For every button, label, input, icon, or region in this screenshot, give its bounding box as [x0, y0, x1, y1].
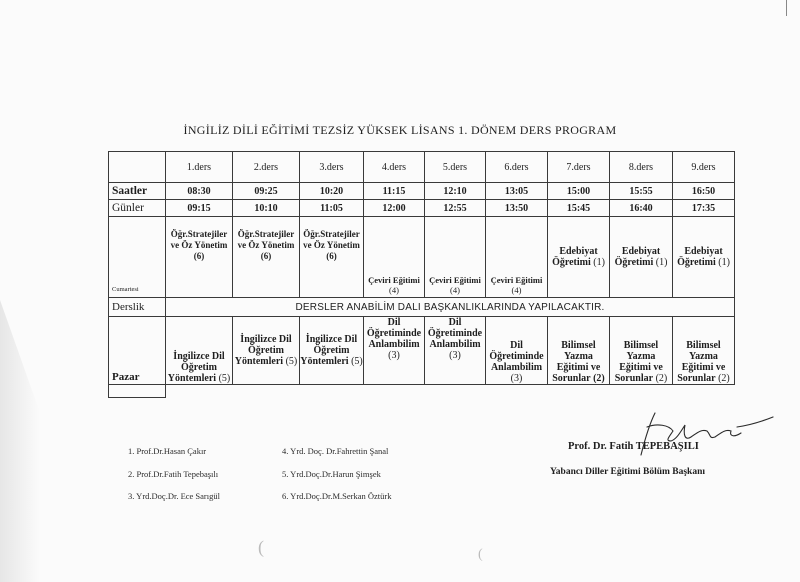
saatler-label: Saatler	[109, 183, 166, 200]
end-time-row	[109, 200, 735, 217]
end-time: 12:00	[364, 200, 425, 217]
course-cell: Dil Öğretiminde Anlambilim (3)	[364, 317, 425, 385]
signature-image	[625, 405, 775, 465]
start-time: 15:00	[548, 183, 610, 200]
committee-member: 3. Yrd.Doç.Dr. Ece Sarıgül	[128, 491, 220, 501]
committee-member: 4. Yrd. Doç. Dr.Fahrettin Şanal	[282, 446, 389, 456]
end-time: 11:05	[300, 200, 364, 217]
signatory-title: Yabancı Diller Eğitimi Bölüm Başkanı	[550, 467, 706, 477]
lesson-label: 5.ders	[425, 152, 486, 183]
course-cell: İngilizce Dil Öğretim Yöntemleri (5)	[233, 317, 300, 385]
lesson-label: 3.ders	[300, 152, 364, 183]
course-cell: Dil Öğretiminde Anlambilim (3)	[425, 317, 486, 385]
classroom-announcement: DERSLER ANABİLİM DALI BAŞKANLIKLARINDA YAPILACAKTIR.	[166, 298, 735, 317]
derslik-label: Derslik	[109, 298, 166, 317]
lesson-label: 8.ders	[610, 152, 673, 183]
course-cell: Çeviri Eğitimi (4)	[425, 217, 486, 298]
lesson-header-row	[109, 152, 735, 183]
scan-shadow	[0, 300, 40, 582]
course-cell: Edebiyat Öğretimi (1)	[673, 217, 735, 298]
scan-artifact: (	[258, 537, 264, 557]
committee-member: 6. Yrd.Doç.Dr.M.Serkan Öztürk	[282, 491, 392, 501]
start-time: 08:30	[166, 183, 233, 200]
start-time: 12:10	[425, 183, 486, 200]
start-time-row	[109, 183, 735, 200]
end-time: 17:35	[673, 200, 735, 217]
course-cell: Çeviri Eğitimi (4)	[486, 217, 548, 298]
committee-member: 1. Prof.Dr.Hasan Çakır	[128, 446, 207, 456]
classroom-row	[109, 298, 735, 317]
course-cell: Bilimsel Yazma Eğitimi ve Sorunlar (2)	[610, 317, 673, 385]
course-cell: İngilizce Dil Öğretim Yöntemleri (5)	[166, 317, 233, 385]
course-cell: Edebiyat Öğretimi (1)	[548, 217, 610, 298]
schedule-table	[108, 151, 735, 398]
committee-member: 5. Yrd.Doç.Dr.Harun Şimşek	[282, 469, 381, 479]
end-time: 16:40	[610, 200, 673, 217]
start-time: 09:25	[233, 183, 300, 200]
end-time: 10:10	[233, 200, 300, 217]
empty-cell	[109, 385, 166, 398]
course-cell: Bilimsel Yazma Eğitimi ve Sorunlar (2)	[673, 317, 735, 385]
committee-member: 2. Prof.Dr.Fatih Tepebaşılı	[128, 469, 219, 479]
course-cell: Öğr.Stratejiler ve Öz Yönetim (6)	[166, 217, 233, 298]
document-title: İNGİLİZ DİLİ EĞİTİMİ TEZSİZ YÜKSEK LİSANS 1. DÖNEM DERS PROGRAM	[183, 123, 617, 137]
end-time: 09:15	[166, 200, 233, 217]
course-cell: Dil Öğretiminde Anlambilim (3)	[486, 317, 548, 385]
lesson-label: 6.ders	[486, 152, 548, 183]
end-time: 15:45	[548, 200, 610, 217]
corner-cell	[109, 152, 166, 183]
course-cell: Çeviri Eğitimi (4)	[364, 217, 425, 298]
course-cell: Öğr.Stratejiler ve Öz Yönetim (6)	[300, 217, 364, 298]
empty-cell	[166, 385, 735, 398]
start-time: 10:20	[300, 183, 364, 200]
pazar-label: Pazar	[109, 317, 166, 385]
lesson-label: 1.ders	[166, 152, 233, 183]
course-cell: İngilizce Dil Öğretim Yöntemleri (5)	[300, 317, 364, 385]
lesson-label: 2.ders	[233, 152, 300, 183]
start-time: 16:50	[673, 183, 735, 200]
saturday-row	[109, 217, 735, 298]
gunler-label: Günler	[109, 200, 166, 217]
start-time: 15:55	[610, 183, 673, 200]
scan-mark	[786, 0, 787, 16]
sunday-row	[109, 317, 735, 385]
start-time: 13:05	[486, 183, 548, 200]
lesson-label: 9.ders	[673, 152, 735, 183]
scan-artifact: (	[478, 547, 483, 562]
lesson-label: 4.ders	[364, 152, 425, 183]
end-time: 12:55	[425, 200, 486, 217]
cumartesi-label: Cumartesi	[109, 217, 166, 298]
signatory-name: Prof. Dr. Fatih TEPEBAŞILI	[568, 441, 699, 452]
end-time: 13:50	[486, 200, 548, 217]
lesson-label: 7.ders	[548, 152, 610, 183]
course-cell: Öğr.Stratejiler ve Öz Yönetim (6)	[233, 217, 300, 298]
course-cell: Edebiyat Öğretimi (1)	[610, 217, 673, 298]
start-time: 11:15	[364, 183, 425, 200]
course-cell: Bilimsel Yazma Eğitimi ve Sorunlar (2)	[548, 317, 610, 385]
empty-row	[109, 385, 735, 398]
